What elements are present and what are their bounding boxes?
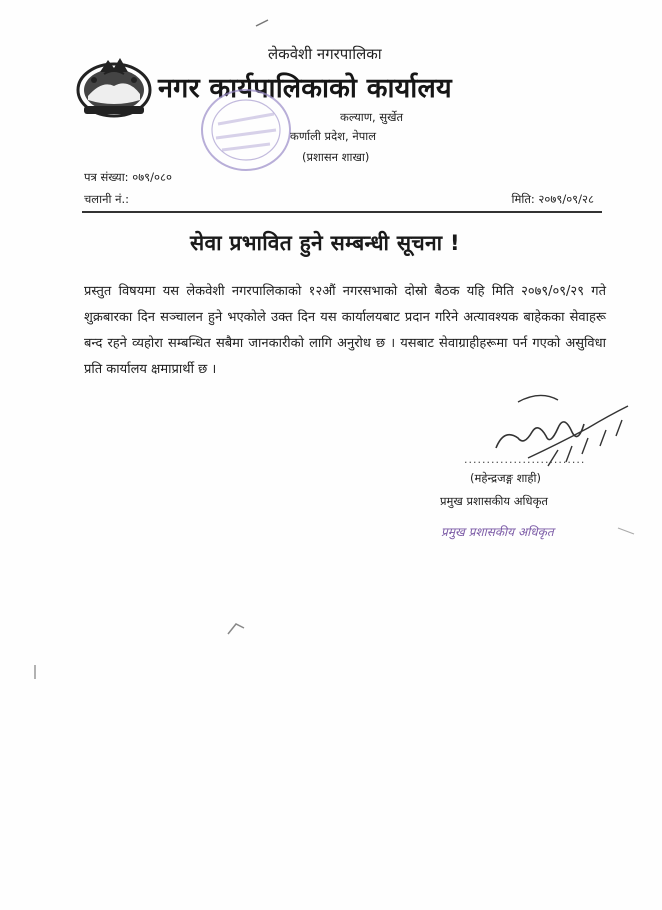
scan-mark [616, 524, 636, 538]
scan-mark [30, 664, 40, 680]
scan-mark [255, 18, 269, 28]
designation-stamp: प्रमुख प्रशासकीय अधिकृत [441, 525, 554, 539]
dispatch-number: चलानी नं.: [84, 192, 130, 206]
office-seal-stamp [196, 84, 296, 176]
section-name: (प्रशासन शाखा) [302, 150, 370, 164]
signer-name: (महेन्द्रजङ्ग शाही) [470, 471, 541, 485]
letter-date: मिति: २०७९/०९/२८ [511, 192, 594, 206]
municipality-name: लेकवेशी नगरपालिका [268, 45, 382, 63]
header-divider [82, 211, 602, 213]
letter-number: पत्र संख्या: ०७९/०८० [84, 170, 172, 184]
scan-mark [226, 620, 246, 636]
notice-title: सेवा प्रभावित हुने सम्बन्धी सूचना ! [190, 231, 460, 255]
address-line-2: कर्णाली प्रदेश, नेपाल [290, 129, 377, 143]
address-line-1: कल्याण, सुर्खेत [340, 110, 404, 124]
nepal-emblem-icon [74, 50, 154, 118]
notice-body: प्रस्तुत विषयमा यस लेकवेशी नगरपालिकाको १२औं नगरसभाको दोस्रो बैठक यहि मिति २०७९/०९/२९ गते शुक्रबारका दिन सञ्चालन हुने भएकोले उक्त दिन यस कार्यालयबाट प्रदान गरिने अत्यावश्यक बाहेकका सेवाहरू बन्द रहने व्यहोरा सम्बन्धित सबैमा जानकारीको लागि अनुरोध छ । यसबाट सेवाग्राहीहरूमा पर्न गएको असुविधा प्रति कार्यालय क्षमाप्रार्थी छ । [84, 284, 606, 377]
office-title: नगर कार्यपालिकाको कार्यालय [158, 73, 452, 104]
signer-title: प्रमुख प्रशासकीय अधिकृत [440, 494, 548, 508]
signature-line: ........................... [464, 453, 586, 466]
